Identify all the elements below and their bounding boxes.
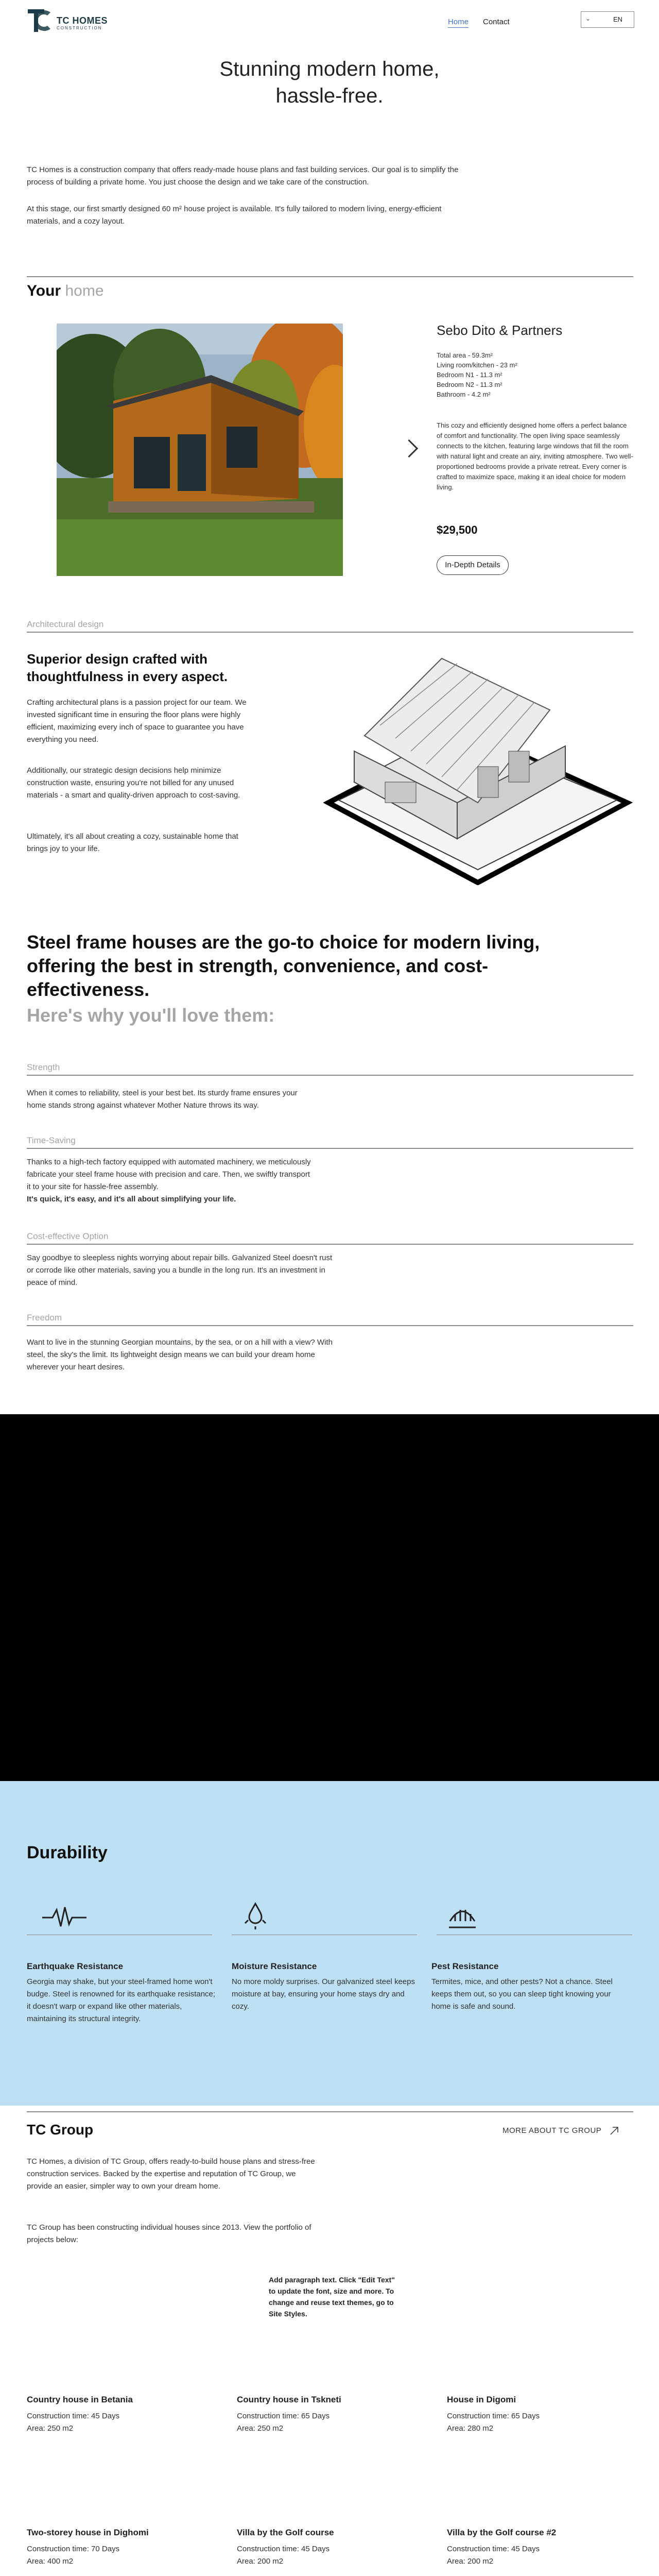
time-saving-text: Thanks to a high-tech factory equipped with automated machinery, we meticulously fabricate your steel frame house with precision and care. Then, we swiftly transport it to your site for hassle-free assembly. xyxy=(27,1158,311,1191)
earthquake-text: Georgia may shake, but your steel-framed home won't budge. Steel is renowned for its earthquake resistance; it doesn't warp or expand like other materials, maintaining its structural integrity. xyxy=(27,1977,216,2023)
freedom-text: Want to live in the stunning Georgian mountains, by the sea, or on a hill with a view? With steel, the sky's the limit. Its lightweight design means we can build your dream home wherever your heart desires. xyxy=(27,1338,333,1371)
project-title: House in Digomi xyxy=(447,2395,516,2404)
architecture-paragraph-1: Crafting architectural plans is a passion project for our team. We invested significant time in ensuring the floor plans were highly efficient, maximizing every inch of space to guarantee you have everything you need. xyxy=(27,698,247,744)
earthquake-title: Earthquake Resistance xyxy=(27,1961,124,1971)
spec-item: Living room/kitchen - 23 m² xyxy=(437,361,517,369)
divider xyxy=(27,2111,633,2112)
moisture-icon xyxy=(240,1901,271,1931)
strength-label: Strength xyxy=(27,1062,60,1072)
hero-project-paragraph: At this stage, our first smartly designed 60 m² house project is available. It's fully tailored to modern living, energy-efficient materials, and a cozy layout. xyxy=(27,205,442,226)
chevron-down-icon: ⌄ xyxy=(585,15,591,22)
spec-item: Bathroom - 4.2 m² xyxy=(437,391,491,398)
spec-list xyxy=(437,350,517,399)
language-selector[interactable] xyxy=(581,11,634,28)
next-arrow-icon[interactable] xyxy=(400,439,418,457)
architecture-paragraph-2: Additionally, our strategic design decisions help minimize construction waste, ensuring you're not billed for any unused materials - a smart and quality-driven approach to cost-saving. xyxy=(27,766,240,800)
project-time: Construction time: 65 Days xyxy=(237,2412,330,2420)
strength-text: When it comes to reliability, steel is your best bet. Its sturdy frame ensures your home stands strong against whatever Mother Nature throws its way. xyxy=(27,1089,298,1110)
project-title: Country house in Betania xyxy=(27,2395,133,2404)
moisture-text: No more moldy surprises. Our galvanized steel keeps moisture at bay, ensuring your home stays dry and cozy. xyxy=(232,1977,415,2011)
group-paragraph-1: TC Homes, a division of TC Group, offers ready-to-build house plans and stress-free construction services. Backed by the expertise and reputation of TC Group, we provide an easier, simpler way to own your dream home. xyxy=(27,2157,315,2191)
spec-item: Bedroom N1 - 11.3 m² xyxy=(437,371,502,379)
language-label: EN xyxy=(613,15,623,23)
nav-link-home[interactable]: Home xyxy=(448,18,469,28)
divider xyxy=(27,1075,633,1076)
pest-title: Pest Resistance xyxy=(431,1961,499,1971)
steel-title: Steel frame houses are the go-to choice for modern living, offering the best in strength, convenience, and cost-effectiveness. xyxy=(27,931,540,1000)
project-meta xyxy=(27,2410,119,2435)
time-saving-label: Time-Saving xyxy=(27,1136,76,1145)
project-meta xyxy=(447,2543,540,2568)
project-meta xyxy=(447,2410,540,2435)
pest-icon xyxy=(447,1901,478,1931)
seismograph-icon xyxy=(41,1905,88,1930)
brand-name[interactable]: TC HOMES xyxy=(57,15,108,26)
time-saving-bold: It's quick, it's easy, and it's all about simplifying your life. xyxy=(27,1195,236,1204)
project-meta xyxy=(27,2543,119,2568)
brand-subtitle: CONSTRUCTION xyxy=(57,26,102,30)
divider xyxy=(27,1325,633,1326)
durability-title: Durability xyxy=(27,1843,108,1862)
project-area: Area: 280 m2 xyxy=(447,2424,494,2433)
price: $29,500 xyxy=(437,523,478,536)
more-about-link[interactable] xyxy=(502,2126,619,2136)
pest-text: Termites, mice, and other pests? Not a chance. Steel keeps them out, so you can sleep tight knowing your home is safe and sound. xyxy=(431,1977,613,2011)
your-home-title-b: home xyxy=(65,282,104,299)
project-area: Area: 400 m2 xyxy=(27,2557,74,2566)
project-area: Area: 200 m2 xyxy=(237,2557,284,2566)
divider xyxy=(27,632,633,633)
durability-section xyxy=(0,1781,659,2106)
top-navigation xyxy=(0,0,659,41)
project-meta xyxy=(237,2410,330,2435)
in-depth-details-button[interactable]: In-Depth Details xyxy=(437,555,509,575)
cost-effective-label: Cost-effective Option xyxy=(27,1231,109,1241)
divider xyxy=(27,276,633,277)
more-about-label: MORE ABOUT TC GROUP xyxy=(502,2126,602,2135)
project-title: Villa by the Golf course xyxy=(237,2528,334,2537)
project-area: Area: 250 m2 xyxy=(237,2424,284,2433)
group-paragraph-2: TC Group has been constructing individual houses since 2013. View the portfolio of projects below: xyxy=(27,2223,311,2244)
project-area: Area: 250 m2 xyxy=(27,2424,74,2433)
tc-logo-icon[interactable] xyxy=(27,7,53,34)
moisture-title: Moisture Resistance xyxy=(232,1961,317,1971)
divider xyxy=(27,1148,633,1149)
project-time: Construction time: 65 Days xyxy=(447,2412,540,2420)
divider xyxy=(27,1244,633,1245)
cost-effective-text: Say goodbye to sleepless nights worrying about repair bills. Galvanized Steel doesn't rust or corrode like other materials, saving you a bundle in the long run. It's an investment in peace of mind. xyxy=(27,1253,333,1287)
house-photo[interactable] xyxy=(57,324,343,576)
project-title: Two-storey house in Dighomi xyxy=(27,2528,149,2537)
hero-title xyxy=(175,56,484,109)
hero-title-line-1: Stunning modern home, xyxy=(219,58,440,80)
project-title: Villa by the Golf course #2 xyxy=(447,2528,557,2537)
spec-item: Total area - 59.3m² xyxy=(437,351,493,359)
spec-item: Bedroom N2 - 11.3 m² xyxy=(437,381,502,388)
project-title: Country house in Tskneti xyxy=(237,2395,341,2404)
home-description: This cozy and efficiently designed home offers a perfect balance of comfort and functionality. The open living space seamlessly connects to the kitchen, featuring large windows that fill the room with natural light and create an airy, inviting atmosphere. Two well-proportioned bedrooms provide a private retreat. Every corner is crafted to maximize space, making it an ideal choice for modern living. xyxy=(437,421,633,491)
partner-name: Sebo Dito & Partners xyxy=(437,323,563,338)
steel-subtitle: Here's why you'll love them: xyxy=(27,1005,275,1026)
video-section[interactable] xyxy=(0,1414,659,1781)
project-time: Construction time: 45 Days xyxy=(27,2412,120,2420)
your-home-title xyxy=(27,282,104,300)
architecture-paragraph-3: Ultimately, it's all about creating a cozy, sustainable home that brings joy to your life. xyxy=(27,832,238,853)
nav-link-contact[interactable]: Contact xyxy=(483,18,510,26)
project-time: Construction time: 45 Days xyxy=(447,2545,540,2553)
project-meta xyxy=(237,2543,330,2568)
hero-intro-paragraph: TC Homes is a construction company that offers ready-made house plans and fast building services. Our goal is to simplify the process of building a private home. You just choose the design and we take care of the construction. xyxy=(27,165,459,187)
hero-title-line-2: hassle-free. xyxy=(275,84,384,107)
your-home-title-a: Your xyxy=(27,282,61,299)
architecture-title: Superior design crafted with thoughtfulness in every aspect. xyxy=(27,651,228,684)
project-time: Construction time: 70 Days xyxy=(27,2545,120,2553)
freedom-label: Freedom xyxy=(27,1313,62,1323)
house-isometric-drawing xyxy=(323,648,633,885)
project-time: Construction time: 45 Days xyxy=(237,2545,330,2553)
arrow-up-right-icon xyxy=(609,2126,619,2136)
project-area: Area: 200 m2 xyxy=(447,2557,494,2566)
placeholder-text[interactable]: Add paragraph text. Click "Edit Text" to update the font, size and more. To change and reuse text themes, go to Site Styles. xyxy=(269,2276,395,2318)
group-title: TC Group xyxy=(27,2122,94,2138)
architecture-label: Architectural design xyxy=(27,619,104,629)
